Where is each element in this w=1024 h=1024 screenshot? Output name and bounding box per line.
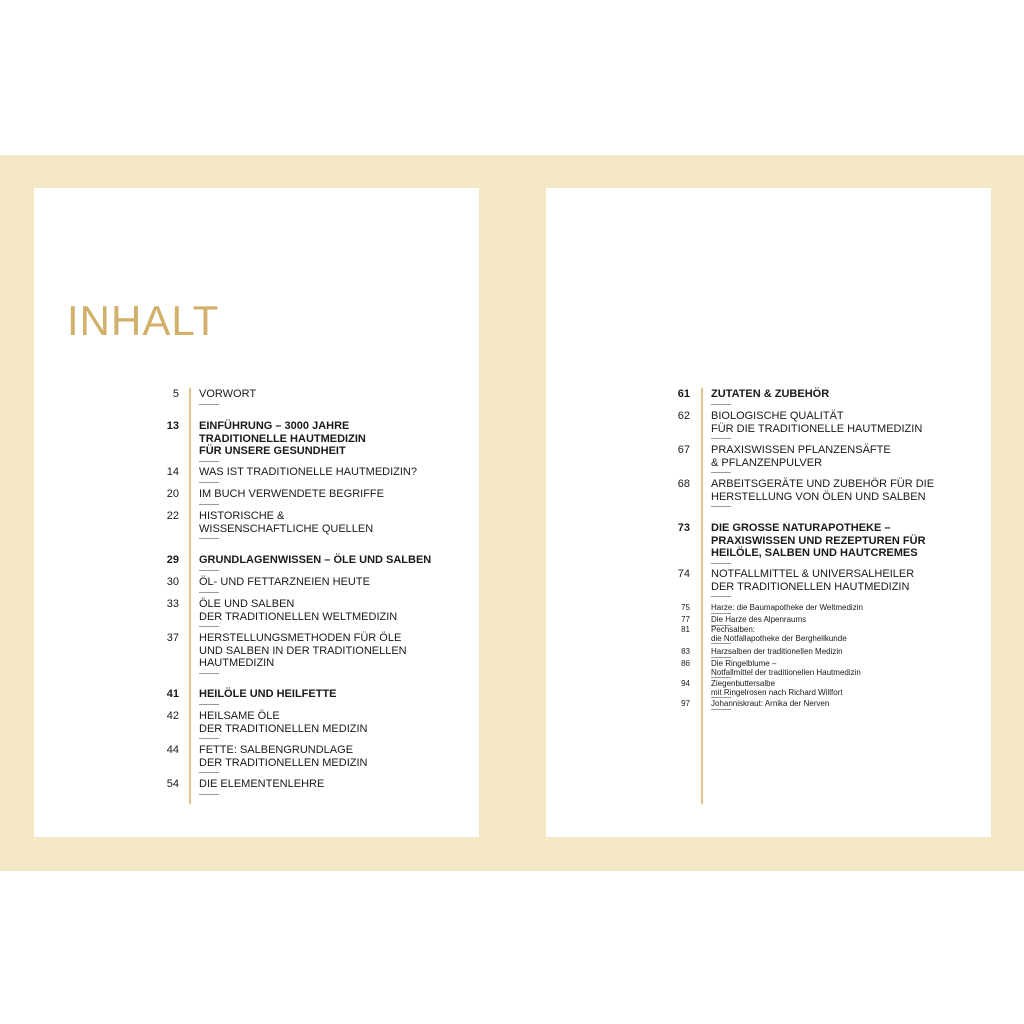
toc-entry-line: Johanniskraut: Arnika der Nerven xyxy=(711,699,830,708)
toc-entry xyxy=(154,688,469,705)
toc-entry-line: Harze: die Baumapotheke der Weltmedizin xyxy=(711,603,863,612)
toc-entry-line: BIOLOGISCHE QUALITÄT xyxy=(711,410,844,422)
toc-entry-rule xyxy=(711,563,731,564)
toc-page-number: 68 xyxy=(677,478,690,490)
toc-entry-title xyxy=(199,576,469,593)
toc-entry-line: & PFLANZENPULVER xyxy=(711,456,823,469)
toc-entry-line: WISSENSCHAFTLICHE QUELLEN xyxy=(199,522,374,535)
toc-entry-title xyxy=(199,510,469,539)
toc-entry-rule xyxy=(199,626,219,627)
toc-entry-line: IM BUCH VERWENDETE BEGRIFFE xyxy=(199,488,384,500)
left-page xyxy=(34,188,479,837)
toc-entry xyxy=(650,522,996,564)
toc-entry-line: ÖLE UND SALBEN xyxy=(199,598,295,610)
toc-entry xyxy=(650,648,996,658)
toc-page-number: 41 xyxy=(166,688,179,700)
toc-entry-rule xyxy=(711,472,731,473)
toc-entry-rule xyxy=(199,772,219,773)
toc-page-number: 62 xyxy=(677,410,690,422)
toc-entry-line: ARBEITSGERÄTE UND ZUBEHÖR FÜR DIE xyxy=(711,478,935,490)
toc-entry-line: die Notfallapotheke der Bergheilkunde xyxy=(711,633,847,643)
toc-page-number: 5 xyxy=(172,388,179,400)
toc-entry-line: HERSTELLUNG VON ÖLEN UND SALBEN xyxy=(711,490,926,503)
toc-entry xyxy=(154,510,469,539)
toc-entry-line: WAS IST TRADITIONELLE HAUTMEDIZIN? xyxy=(199,466,417,478)
toc-entry-rule xyxy=(199,461,219,462)
toc-entry-line: Notfallmittel der traditionellen Hautmedizin xyxy=(711,667,861,677)
toc-entry-rule xyxy=(711,613,731,614)
toc-entry-title xyxy=(711,444,996,473)
toc-entry xyxy=(154,632,469,674)
toc-entry-line: HAUTMEDIZIN xyxy=(199,657,275,669)
toc-entry-title xyxy=(199,744,469,773)
toc-page-number: 42 xyxy=(166,710,179,722)
toc-entry-title xyxy=(711,568,996,597)
toc-page-number: 30 xyxy=(166,576,179,588)
toc-entry-title xyxy=(199,554,469,571)
toc-entry-title xyxy=(711,478,996,507)
toc-entry-title xyxy=(199,710,469,739)
toc-entry xyxy=(650,660,996,678)
toc-entry xyxy=(650,568,996,597)
toc-entry xyxy=(154,598,469,627)
toc-page-number: 67 xyxy=(677,444,690,456)
toc-entry-title xyxy=(711,648,996,658)
toc-entry xyxy=(650,478,996,507)
toc-entry-title xyxy=(711,410,996,439)
toc-page-number: 14 xyxy=(166,466,179,478)
toc-entry-title xyxy=(199,688,469,705)
toc-page-number: 22 xyxy=(166,510,179,522)
toc-entry-line: HEILSAME ÖLE xyxy=(199,710,280,722)
toc-entry-title xyxy=(711,522,996,564)
toc-entry-line: HISTORISCHE & xyxy=(199,510,285,522)
toc-entry-rule xyxy=(199,538,219,539)
toc-entry-title xyxy=(199,488,469,505)
toc-entry xyxy=(154,710,469,739)
toc-entry-rule xyxy=(199,704,219,705)
toc-entry-line: ÖL- UND FETTARZNEIEN HEUTE xyxy=(199,576,370,588)
toc-entry-rule xyxy=(199,404,219,405)
toc-entry-rule xyxy=(711,596,731,597)
toc-page-number: 97 xyxy=(681,699,690,708)
toc-entry-rule xyxy=(199,673,219,674)
toc-entry-line: PRAXISWISSEN PFLANZENSÄFTE xyxy=(711,444,891,456)
toc-entry-rule xyxy=(199,570,219,571)
toc-entry-title xyxy=(199,778,469,795)
toc-entry xyxy=(650,680,996,698)
toc-entry-title xyxy=(199,420,469,462)
toc-page-number: 86 xyxy=(681,659,690,668)
toc-entry-line: HEILÖLE, SALBEN UND HAUTCREMES xyxy=(711,547,918,559)
toc-entry-line: ZUTATEN & ZUBEHÖR xyxy=(711,388,830,400)
toc-page-number: 73 xyxy=(677,522,690,534)
toc-entry xyxy=(154,554,469,571)
toc-entry-title xyxy=(199,598,469,627)
toc-entry-rule xyxy=(711,506,731,507)
toc-entry-line: NOTFALLMITTEL & UNIVERSALHEILER xyxy=(711,568,915,580)
toc-entry xyxy=(650,604,996,614)
toc-entry xyxy=(154,466,469,483)
toc-entry-rule xyxy=(711,404,731,405)
toc-entry-rule xyxy=(711,709,731,710)
toc-entry-rule xyxy=(711,438,731,439)
toc-entry xyxy=(650,388,996,405)
toc-entry-line: UND SALBEN IN DER TRADITIONELLEN xyxy=(199,644,407,657)
toc-entry-title xyxy=(199,388,469,405)
toc-entry-line: Ziegenbuttersalbe xyxy=(711,679,776,688)
toc-entry-line: EINFÜHRUNG – 3000 JAHRE xyxy=(199,420,350,432)
toc-entry xyxy=(154,488,469,505)
toc-entry-line: DIE GROSSE NATURAPOTHEKE – xyxy=(711,522,891,534)
toc-entry-line: Pechsalben: xyxy=(711,625,756,634)
toc-page-number: 77 xyxy=(681,615,690,624)
toc-entry xyxy=(154,388,469,405)
toc-entry-title xyxy=(711,680,996,698)
toc-page-number: 61 xyxy=(677,388,690,400)
toc-entry-line: Harzsalben der traditionellen Medizin xyxy=(711,647,843,656)
toc-page-number: 54 xyxy=(166,778,179,790)
toc-entry-line: Die Ringelblume – xyxy=(711,659,777,668)
toc-entry xyxy=(650,700,996,710)
right-page xyxy=(546,188,991,837)
toc-page-number: 94 xyxy=(681,679,690,688)
toc-entry xyxy=(154,778,469,795)
toc-entry-rule xyxy=(199,794,219,795)
toc-page-number: 29 xyxy=(166,554,179,566)
toc-entry xyxy=(154,576,469,593)
toc-entry-line: HEILÖLE UND HEILFETTE xyxy=(199,688,337,700)
toc-entry-title xyxy=(711,604,996,614)
toc-entry-rule xyxy=(199,738,219,739)
toc-entry xyxy=(650,616,996,626)
toc-entry xyxy=(650,410,996,439)
toc-entry-rule xyxy=(711,657,731,658)
toc-entry-rule xyxy=(711,643,731,644)
toc-entry-title xyxy=(199,632,469,674)
toc-page-number: 74 xyxy=(677,568,690,580)
toc-entry-line: mit Ringelrosen nach Richard Willfort xyxy=(711,687,843,697)
toc-page-number: 20 xyxy=(166,488,179,500)
toc-page-number: 81 xyxy=(681,625,690,634)
toc-entry-title xyxy=(711,626,996,644)
toc-page-number: 44 xyxy=(166,744,179,756)
toc-entry-line: DER TRADITIONELLEN HAUTMEDIZIN xyxy=(711,580,910,593)
toc-entry-rule xyxy=(199,504,219,505)
toc-entry-line: DER TRADITIONELLEN MEDIZIN xyxy=(199,756,368,769)
toc-page-number: 33 xyxy=(166,598,179,610)
toc-entry-title xyxy=(711,388,996,405)
toc-entry-line: HERSTELLUNGSMETHODEN FÜR ÖLE xyxy=(199,632,402,644)
toc-entry-line: FÜR DIE TRADITIONELLE HAUTMEDIZIN xyxy=(711,422,923,435)
toc-entry xyxy=(154,744,469,773)
toc-entry-line: DER TRADITIONELLEN MEDIZIN xyxy=(199,722,368,735)
toc-entry-title xyxy=(711,660,996,678)
toc-page-number: 83 xyxy=(681,647,690,656)
toc-entry-title xyxy=(711,700,996,710)
toc-page-number: 75 xyxy=(681,603,690,612)
toc-entry-line: FETTE: SALBENGRUNDLAGE xyxy=(199,744,354,756)
toc-entry-line: VORWORT xyxy=(199,388,257,400)
toc-entry-line: DIE ELEMENTENLEHRE xyxy=(199,778,325,790)
toc-page-number: 37 xyxy=(166,632,179,644)
toc-entry-rule xyxy=(199,482,219,483)
toc-entry-line: PRAXISWISSEN UND REZEPTUREN FÜR xyxy=(711,534,926,547)
toc-entry xyxy=(650,626,996,644)
toc-entry xyxy=(650,444,996,473)
page-title: INHALT xyxy=(67,297,220,344)
toc-entry xyxy=(154,420,469,462)
toc-entry-line: GRUNDLAGENWISSEN – ÖLE UND SALBEN xyxy=(199,554,432,566)
toc-entry-line: FÜR UNSERE GESUNDHEIT xyxy=(199,445,346,457)
toc-entry-line: TRADITIONELLE HAUTMEDIZIN xyxy=(199,432,366,445)
toc-entry-line: DER TRADITIONELLEN WELTMEDIZIN xyxy=(199,610,398,623)
toc-entry-line: Die Harze des Alpenraums xyxy=(711,615,807,624)
toc-page-number: 13 xyxy=(166,420,179,432)
toc-entry-rule xyxy=(199,592,219,593)
toc-entry-title xyxy=(199,466,469,483)
